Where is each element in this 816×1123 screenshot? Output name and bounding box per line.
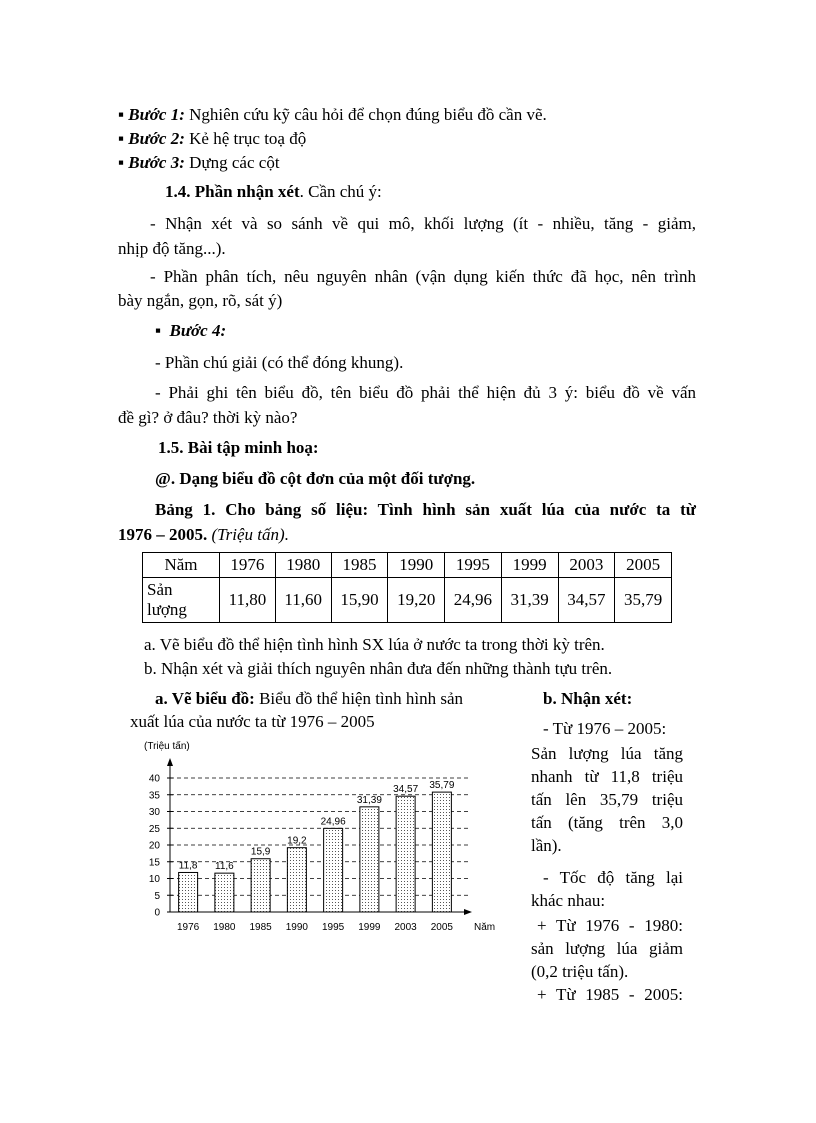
y-axis-label: (Triệu tấn) (144, 741, 190, 752)
table-year-cell: 1976 (220, 553, 276, 578)
comment-line: khác nhau: (531, 891, 606, 910)
table-year-cell: 1985 (331, 553, 388, 578)
table-year-cell: 1990 (388, 553, 445, 578)
step-4-label: Bước 4: (169, 321, 227, 340)
comment-line: - Từ 1976 – 2005: (543, 719, 667, 738)
comment-line: sản lượng lúa giảm (531, 939, 683, 958)
step-3: ▪ Bước 3: Dựng các cột (118, 153, 280, 172)
step-2-label: Bước 2: (128, 129, 185, 148)
x-tick-label: 1985 (249, 922, 272, 933)
bar (396, 796, 415, 912)
x-tick-label: 1980 (213, 922, 236, 933)
task-a: a. Vẽ biểu đồ thể hiện tình hình SX lúa ở nước ta trong thời kỳ trên. (144, 635, 605, 654)
step-3-label: Bước 3: (128, 153, 185, 172)
data-label: 19,2 (287, 835, 307, 847)
comment-line: + Từ 1985 - 2005: (537, 985, 683, 1004)
section-1-5-heading: 1.5. Bài tập minh hoạ: (158, 438, 319, 457)
y-tick-label: 5 (154, 890, 160, 902)
note-2-line-2: bày ngắn, gọn, rõ, sát ý) (118, 291, 283, 310)
bar (432, 792, 451, 912)
table-year-cell: 2003 (558, 553, 615, 578)
table-caption-line-1: Bảng 1. Cho bảng số liệu: Tình hình sản xuất lúa của nước ta từ (155, 500, 696, 519)
data-label: 11,8 (178, 860, 198, 872)
comment-line: Sản lượng lúa tăng (531, 744, 683, 763)
table-header-row (143, 553, 672, 578)
title-note-line-1: - Phải ghi tên biểu đồ, tên biểu đồ phải thể hiện đủ 3 ý: biểu đồ về vấn (155, 383, 696, 402)
table-row-label-2: lượng (147, 600, 187, 619)
comment-line: (0,2 triệu tấn). (531, 962, 629, 981)
x-axis-label: Năm (474, 922, 496, 933)
comment-line: - Tốc độ tăng lại (543, 868, 683, 887)
comment-line: nhanh từ 11,8 triệu (531, 767, 683, 786)
note-2-line-1: - Phần phân tích, nêu nguyên nhân (vận dụng kiến thức đã học, nên trình (150, 267, 696, 286)
answer-a-label: a. Vẽ biểu đồ: (155, 689, 255, 708)
y-axis-arrow (167, 758, 173, 766)
table-value-cell: 19,20 (388, 578, 445, 623)
note-1-line-1: - Nhận xét và so sánh về qui mô, khối lượng (ít - nhiều, tăng - giảm, (150, 214, 696, 233)
step-1-label: Bước 1: (128, 105, 185, 124)
note-1-line-2: nhịp độ tăng...). (118, 239, 226, 258)
y-tick-label: 10 (148, 874, 160, 885)
step-1-text: Nghiên cứu kỹ câu hỏi để chọn đúng biểu đồ cần vẽ. (184, 105, 547, 124)
step-2: ▪ Bước 2: Kẻ hệ trục toạ độ (118, 129, 307, 148)
comment-line: tấn (tăng trên 3,0 (531, 813, 683, 832)
y-tick-label: 20 (148, 840, 160, 852)
answer-a-text-2: xuất lúa của nước ta từ 1976 – 2005 (130, 712, 375, 731)
section-1-4 (165, 183, 382, 200)
table-year-cell: 2005 (615, 553, 672, 578)
table-row-label (143, 578, 220, 623)
answer-a (155, 690, 463, 707)
data-label: 24,96 (320, 816, 346, 828)
task-b: b. Nhận xét và giải thích nguyên nhân đưa đến những thành tựu trên. (144, 659, 613, 678)
y-tick-label: 25 (148, 823, 160, 835)
production-table (142, 552, 672, 623)
y-tick-label: 40 (148, 773, 160, 785)
x-tick-label: 1990 (285, 922, 308, 933)
bar (179, 872, 198, 912)
step-1: ▪ Bước 1: Nghiên cứu kỹ câu hỏi để chọn đúng biểu đồ cần vẽ. (118, 105, 547, 124)
table-value-cell: 11,60 (275, 578, 331, 623)
table-row-label-1: Sản (147, 580, 173, 600)
table-year-cell: 1995 (445, 553, 502, 578)
chart-type-heading: @. Dạng biểu đồ cột đơn của một đối tượng. (155, 469, 476, 488)
x-tick-label: 2003 (394, 922, 417, 933)
table-year-cell: 1980 (275, 553, 331, 578)
table-value-cell: 35,79 (615, 578, 672, 623)
table-value-cell: 24,96 (445, 578, 502, 623)
step-4: ▪ Bước 4: (155, 321, 227, 340)
y-ticks (149, 774, 173, 919)
y-tick-label: 30 (148, 807, 160, 818)
table-value-cell: 34,57 (558, 578, 615, 623)
data-label: 35,79 (429, 780, 455, 792)
data-label: 15,9 (250, 846, 271, 858)
x-axis-arrow (464, 909, 472, 915)
table-year-cell: 1999 (501, 553, 558, 578)
answer-a-text-1: Biểu đồ thể hiện tình hình sản (254, 689, 464, 708)
legend-note: - Phần chú giải (có thể đóng khung). (155, 353, 404, 372)
x-tick-label: 1976 (177, 922, 200, 933)
comment-line: lần). (531, 836, 562, 855)
bar (287, 848, 306, 912)
x-tick-label: 1995 (322, 922, 345, 933)
step-3-text: Dựng các cột (184, 153, 280, 172)
comment-line: + Từ 1976 - 1980: (537, 916, 683, 935)
table-value-cell: 15,90 (331, 578, 388, 623)
table-caption-unit: (Triệu tấn). (207, 525, 289, 544)
table-caption-years: 1976 – 2005. (118, 525, 208, 544)
comment-line: tấn lên 35,79 triệu (531, 790, 683, 809)
data-label: 34,57 (393, 784, 419, 796)
x-tick-labels (177, 922, 453, 933)
section-1-4-heading: 1.4. Phần nhận xét (165, 182, 300, 201)
section-1-4-suffix: . Cần chú ý: (299, 182, 382, 201)
y-tick-label: 15 (148, 857, 160, 869)
step-2-text: Kẻ hệ trục toạ độ (184, 129, 307, 148)
data-label: 11,6 (215, 861, 234, 873)
table-value-row (143, 578, 672, 623)
rice-production-chart (130, 730, 500, 940)
bar (251, 859, 270, 912)
data-label: 31,39 (356, 794, 382, 806)
table-value-cell: 11,80 (220, 578, 276, 623)
y-tick-label: 0 (154, 907, 160, 919)
x-tick-label: 1999 (358, 922, 381, 933)
bar (360, 807, 379, 912)
title-note-line-2: đề gì? ở đâu? thời kỳ nào? (118, 408, 298, 427)
table-caption-line-2 (118, 526, 289, 543)
table-header-label: Năm (143, 553, 220, 578)
x-tick-label: 2005 (430, 922, 453, 933)
bars (179, 792, 452, 912)
answer-b-heading: b. Nhận xét: (543, 689, 633, 708)
bar (324, 828, 343, 912)
y-tick-label: 35 (148, 790, 160, 802)
table-value-cell: 31,39 (501, 578, 558, 623)
bar (215, 873, 234, 912)
